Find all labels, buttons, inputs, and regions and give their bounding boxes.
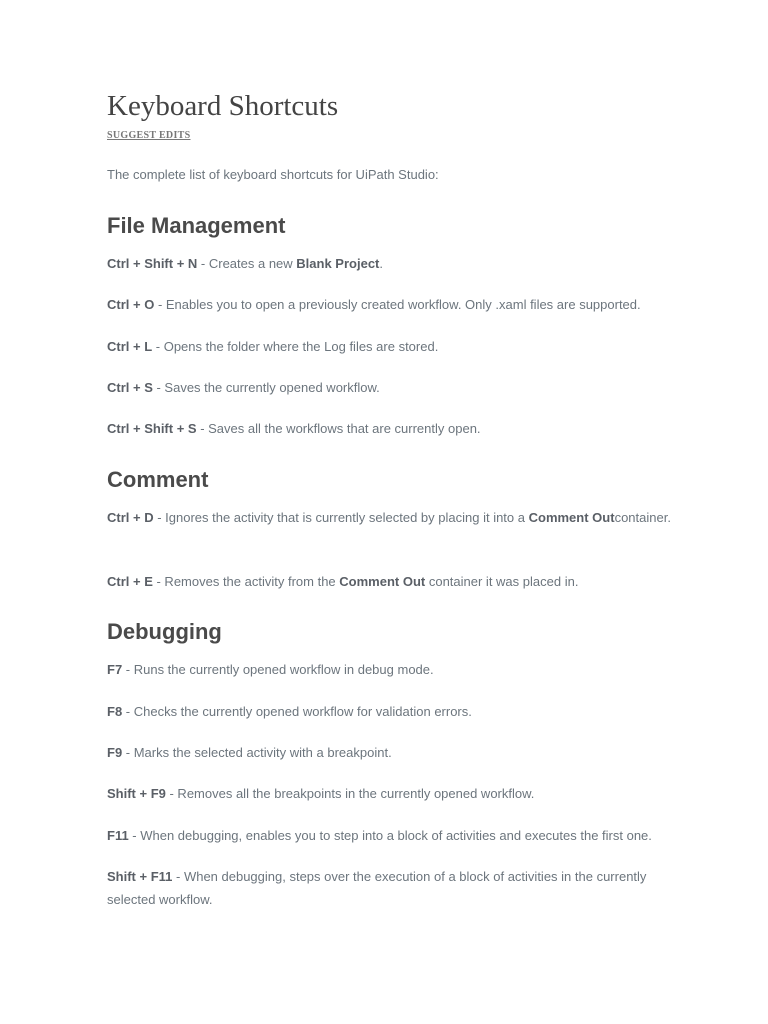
shortcut-description: - When debugging, steps over the execution of a block of activities in the currently selected workflow. xyxy=(107,869,647,907)
shortcut-description-end: . xyxy=(379,256,384,271)
shortcut-item xyxy=(107,865,687,911)
shortcut-item xyxy=(107,335,687,358)
shortcut-keys: F7 xyxy=(107,662,123,677)
shortcut-description: - Marks the selected activity with a breakpoint. xyxy=(122,745,392,760)
intro-text: The complete list of keyboard shortcuts for UiPath Studio: xyxy=(107,167,439,182)
shortcut-emphasis: Blank Project xyxy=(296,256,380,271)
shortcut-item xyxy=(107,417,687,440)
section-heading-file-management: File Management xyxy=(107,213,286,238)
shortcut-keys: Ctrl + S xyxy=(107,380,153,395)
shortcut-item xyxy=(107,741,687,764)
shortcut-item xyxy=(107,658,687,681)
shortcut-keys: F8 xyxy=(107,704,123,719)
page-title: Keyboard Shortcuts xyxy=(107,90,339,122)
shortcut-emphasis: Comment Out xyxy=(528,510,615,525)
shortcut-emphasis: Comment Out xyxy=(339,574,426,589)
shortcut-description: - Removes all the breakpoints in the currently opened workflow. xyxy=(165,786,535,801)
shortcut-keys: F9 xyxy=(107,745,123,760)
shortcut-item xyxy=(107,824,687,847)
shortcut-item xyxy=(107,252,687,275)
shortcut-item xyxy=(107,700,687,723)
shortcut-keys: Shift + F11 xyxy=(107,869,173,884)
shortcut-item xyxy=(107,293,687,316)
shortcut-description: - Saves all the workflows that are currently open. xyxy=(196,421,481,436)
shortcut-keys: Ctrl + D xyxy=(107,510,154,525)
shortcut-description: - Runs the currently opened workflow in debug mode. xyxy=(122,662,434,677)
section-heading-comment: Comment xyxy=(107,467,209,492)
shortcut-description: - Removes the activity from the xyxy=(152,574,340,589)
section-heading-debugging: Debugging xyxy=(107,619,222,644)
shortcut-description: - Opens the folder where the Log files are stored. xyxy=(152,339,439,354)
shortcut-keys: Shift + F9 xyxy=(107,786,166,801)
shortcut-description-end: container it was placed in. xyxy=(425,574,579,589)
shortcut-description: - Saves the currently opened workflow. xyxy=(152,380,380,395)
shortcut-description: - When debugging, enables you to step into a block of activities and executes the first one. xyxy=(128,828,652,843)
shortcut-description: - Enables you to open a previously created workflow. Only .xaml files are supported. xyxy=(154,297,641,312)
shortcut-keys: Ctrl + Shift + N xyxy=(107,256,198,271)
shortcut-item xyxy=(107,376,687,399)
shortcut-item xyxy=(107,506,687,529)
shortcut-item xyxy=(107,570,687,593)
shortcut-keys: Ctrl + Shift + S xyxy=(107,421,197,436)
shortcut-keys: F11 xyxy=(107,828,129,843)
shortcut-keys: Ctrl + L xyxy=(107,339,153,354)
shortcut-keys: Ctrl + E xyxy=(107,574,153,589)
shortcut-keys: Ctrl + O xyxy=(107,297,155,312)
shortcut-description-end: container. xyxy=(614,510,671,525)
suggest-edits-link[interactable]: SUGGEST EDITS xyxy=(107,130,191,141)
shortcut-description: - Creates a new xyxy=(197,256,297,271)
shortcut-item xyxy=(107,782,687,805)
shortcut-description: - Ignores the activity that is currently selected by placing it into a xyxy=(153,510,529,525)
shortcut-description: - Checks the currently opened workflow for validation errors. xyxy=(122,704,472,719)
